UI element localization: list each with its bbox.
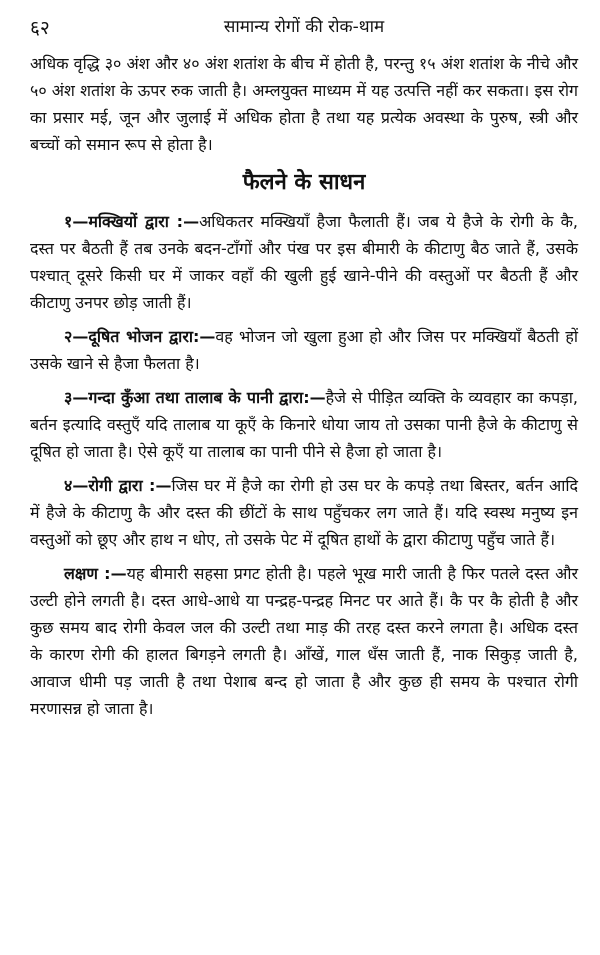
paragraph-water: [30, 384, 578, 465]
item-text-food: वह भोजन जो खुला हुआ हो और जिस पर मक्खियाँ बैठती हों उसके खाने से हैजा फैलता है।: [30, 327, 578, 373]
item-text-patient: जिस घर में हैजे का रोगी हो उस घर के कपड़े तथा बिस्तर, बर्तन आदि में हैजे के कीटाणु कै और दस्त की छींटों के साथ पहुँचकर लग जाते हैं। यदि स्वस्थ मनुष्य इन वस्तुओं को छूए और हाथ न धोए, तो उसके पेट में दूषित हाथों के द्वारा कीटाणु पहुँच जाते हैं।: [30, 476, 579, 549]
paragraph-patient: [30, 472, 578, 553]
page-header: [30, 14, 578, 50]
item-lead-flies: १—मक्खियों द्वारा :—: [64, 212, 200, 231]
item-lead-patient: ४—रोगी द्वारा :—: [64, 476, 172, 495]
section-heading: फैलने के साधन: [242, 170, 366, 195]
item-lead-water: ३—गन्दा कुँआ तथा तालाब के पानी द्वारा:—: [64, 388, 326, 407]
item-text-symptoms: यह बीमारी सहसा प्रगट होती है। पहले भूख मारी जाती है फिर पतले दस्त और उल्टी होने लगती है। दस्त आधे-आधे या पन्द्रह-पन्द्रह मिनट पर आते हैं। कै पर कै होती है और कुछ समय बाद रोगी केवल जल की उल्टी तथा माड़ की तरह दस्त करने लगता है। अधिक दस्त के कारण रोगी की हालत बिगड़ने लगती है। आँखें, गाल धँस जाती हैं, नाक सिकुड़ जाती है, आवाज धीमी पड़ जाती है तथा पेशाब बन्द हो जाता है और कुछ ही समय के पश्चात रोगी मरणासन्न हो जाता है।: [30, 564, 578, 718]
item-text-water: हैजे से पीड़ित व्यक्ति के व्यवहार का कपड़ा, बर्तन इत्यादि वस्तुएँ यदि तालाब या कूएँ के किनारे धोया जाय तो उसका पानी हैजे के कीटाणु से दूषित हो जाता है। ऐसे कूएँ या तालाब का पानी पीने से हैजा हो जाता है।: [30, 388, 578, 461]
paragraph-food: [30, 323, 578, 377]
paragraph-flies: [30, 208, 578, 316]
running-title: सामान्य रोगों की रोक-थाम: [223, 17, 385, 37]
item-text-flies: अधिकतर मक्खियाँ हैजा फैलाती हैं। जब ये हैजे के रोगी के कै, दस्त पर बैठती हैं तब उनके बदन-टाँगों और पंख पर इस बीमारी के कीटाणु बैठ जाते हैं, उसके पश्चात् दूसरे किसी घर में जाकर वहाँ की खुली हुई खाने-पीने की वस्तुओं पर बैठती हैं और कीटाणु उनपर छोड़ जाती हैं।: [30, 212, 578, 312]
item-lead-symptoms: लक्षण :—: [64, 564, 127, 583]
item-lead-food: २—दूषित भोजन द्वारा:—: [64, 327, 216, 346]
intro-paragraph: अधिक वृद्धि ३० अंश और ४० अंश शतांश के बीच में होती है, परन्तु १५ अंश शतांश के नीचे और ५० अंश शतांश के ऊपर रुक जाती है। अम्लयुक्त माध्यम में यह उत्पत्ति नहीं कर सकता। इस रोग का प्रसार मई, जून और जुलाई में अधिक होता है तथा यह प्रत्येक अवस्था के पुरुष, स्त्री और बच्चों को समान रूप से होता है।: [30, 54, 578, 154]
page-number: ६२: [30, 17, 50, 39]
paragraph-symptoms: [30, 560, 578, 722]
